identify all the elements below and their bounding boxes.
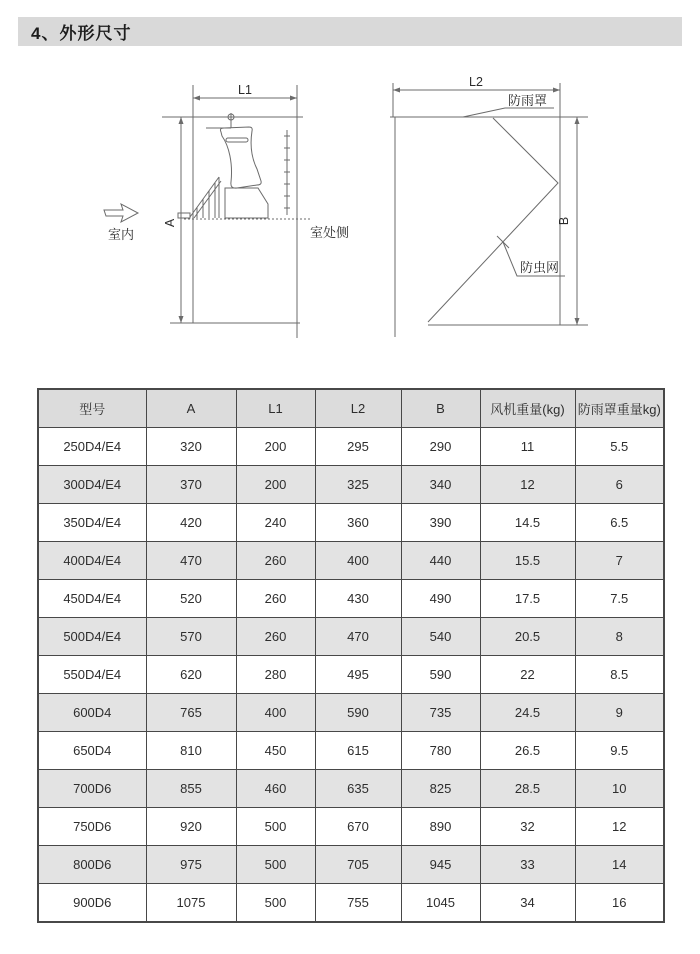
table-row [38, 732, 664, 770]
rain-cover-outline [390, 117, 588, 337]
dim-label-L1: L1 [238, 83, 252, 97]
value-cell: 670 [315, 808, 401, 846]
table-row [38, 694, 664, 732]
value-cell: 500 [236, 884, 315, 923]
model-cell: 550D4/E4 [38, 656, 146, 694]
value-cell: 975 [146, 846, 236, 884]
value-cell: 340 [401, 466, 480, 504]
model-cell: 400D4/E4 [38, 542, 146, 580]
header-cell-model: 型号 [38, 389, 146, 428]
value-cell: 590 [315, 694, 401, 732]
value-cell: 460 [236, 770, 315, 808]
value-cell: 260 [236, 580, 315, 618]
value-cell: 635 [315, 770, 401, 808]
value-cell: 490 [401, 580, 480, 618]
value-cell: 290 [401, 428, 480, 466]
table-row [38, 504, 664, 542]
header-cell-l1: L1 [236, 389, 315, 428]
table-row [38, 580, 664, 618]
model-cell: 900D6 [38, 884, 146, 923]
value-cell: 200 [236, 428, 315, 466]
table-row [38, 808, 664, 846]
dim-label-B: B [557, 216, 571, 226]
table-row [38, 884, 664, 923]
value-cell: 32 [480, 808, 575, 846]
table-row [38, 542, 664, 580]
value-cell: 1075 [146, 884, 236, 923]
value-cell: 920 [146, 808, 236, 846]
value-cell: 620 [146, 656, 236, 694]
value-cell: 295 [315, 428, 401, 466]
model-cell: 350D4/E4 [38, 504, 146, 542]
value-cell: 20.5 [480, 618, 575, 656]
screw-bracket [206, 113, 237, 128]
fan-unit-drawing [178, 113, 290, 218]
value-cell: 780 [401, 732, 480, 770]
header-cell-b: B [401, 389, 480, 428]
left-diagram [104, 85, 312, 338]
value-cell: 7.5 [575, 580, 664, 618]
louver-slats [178, 177, 221, 218]
rain-cover-label: 防雨罩 [508, 93, 548, 108]
value-cell: 370 [146, 466, 236, 504]
value-cell: 14 [575, 846, 664, 884]
value-cell: 470 [315, 618, 401, 656]
value-cell: 500 [236, 808, 315, 846]
value-cell: 14.5 [480, 504, 575, 542]
value-cell: 8 [575, 618, 664, 656]
value-cell: 16 [575, 884, 664, 923]
dim-label-A: A [163, 218, 177, 228]
value-cell: 22 [480, 656, 575, 694]
airflow-arrow-icon [104, 204, 138, 222]
value-cell: 705 [315, 846, 401, 884]
value-cell: 17.5 [480, 580, 575, 618]
value-cell: 12 [575, 808, 664, 846]
value-cell: 5.5 [575, 428, 664, 466]
header-cell-fan-weight: 风机重量(kg) [480, 389, 575, 428]
value-cell: 390 [401, 504, 480, 542]
value-cell: 400 [236, 694, 315, 732]
table-row [38, 618, 664, 656]
model-cell: 700D6 [38, 770, 146, 808]
indoor-label: 室内 [108, 227, 135, 242]
table-row [38, 428, 664, 466]
value-cell: 735 [401, 694, 480, 732]
value-cell: 500 [236, 846, 315, 884]
value-cell: 240 [236, 504, 315, 542]
model-cell: 500D4/E4 [38, 618, 146, 656]
value-cell: 945 [401, 846, 480, 884]
table-row [38, 846, 664, 884]
value-cell: 33 [480, 846, 575, 884]
value-cell: 320 [146, 428, 236, 466]
model-cell: 450D4/E4 [38, 580, 146, 618]
value-cell: 890 [401, 808, 480, 846]
model-cell: 800D6 [38, 846, 146, 884]
value-cell: 450 [236, 732, 315, 770]
value-cell: 590 [401, 656, 480, 694]
right-diagram [390, 83, 588, 337]
value-cell: 200 [236, 466, 315, 504]
rain-cover-leader [463, 108, 554, 117]
table-row [38, 770, 664, 808]
dimension-line-A [179, 117, 184, 323]
value-cell: 15.5 [480, 542, 575, 580]
value-cell: 440 [401, 542, 480, 580]
value-cell: 11 [480, 428, 575, 466]
value-cell: 9 [575, 694, 664, 732]
table-header-row [38, 389, 664, 428]
value-cell: 430 [315, 580, 401, 618]
value-cell: 495 [315, 656, 401, 694]
value-cell: 280 [236, 656, 315, 694]
value-cell: 855 [146, 770, 236, 808]
model-cell: 300D4/E4 [38, 466, 146, 504]
value-cell: 825 [401, 770, 480, 808]
value-cell: 260 [236, 542, 315, 580]
header-cell-a: A [146, 389, 236, 428]
header-cell-cover-weight: 防雨罩重量kg) [575, 389, 664, 428]
value-cell: 570 [146, 618, 236, 656]
value-cell: 420 [146, 504, 236, 542]
table-row [38, 466, 664, 504]
outlet-grille [284, 130, 290, 215]
dim-label-L2: L2 [469, 75, 483, 89]
value-cell: 360 [315, 504, 401, 542]
model-cell: 600D4 [38, 694, 146, 732]
value-cell: 1045 [401, 884, 480, 923]
value-cell: 8.5 [575, 656, 664, 694]
value-cell: 10 [575, 770, 664, 808]
section-title: 4、外形尺寸 [31, 24, 132, 43]
model-cell: 650D4 [38, 732, 146, 770]
value-cell: 540 [401, 618, 480, 656]
value-cell: 400 [315, 542, 401, 580]
model-cell: 250D4/E4 [38, 428, 146, 466]
housing-slot [226, 138, 248, 142]
header-cell-l2: L2 [315, 389, 401, 428]
value-cell: 28.5 [480, 770, 575, 808]
value-cell: 615 [315, 732, 401, 770]
value-cell: 12 [480, 466, 575, 504]
dimension-diagrams [0, 60, 700, 360]
cover-flap-chevron [428, 118, 558, 322]
outdoor-side-label: 室处侧 [310, 225, 350, 240]
model-cell: 750D6 [38, 808, 146, 846]
value-cell: 470 [146, 542, 236, 580]
value-cell: 325 [315, 466, 401, 504]
value-cell: 26.5 [480, 732, 575, 770]
value-cell: 6 [575, 466, 664, 504]
value-cell: 7 [575, 542, 664, 580]
value-cell: 6.5 [575, 504, 664, 542]
value-cell: 9.5 [575, 732, 664, 770]
lower-duct [225, 188, 268, 218]
table-row [38, 656, 664, 694]
section-title-bar [18, 17, 682, 46]
value-cell: 520 [146, 580, 236, 618]
value-cell: 24.5 [480, 694, 575, 732]
dimensions-table [37, 388, 665, 923]
wall-sleeve-outline [162, 117, 303, 338]
dimension-line-B [575, 117, 580, 325]
value-cell: 765 [146, 694, 236, 732]
fan-housing [220, 127, 261, 188]
value-cell: 34 [480, 884, 575, 923]
value-cell: 810 [146, 732, 236, 770]
value-cell: 260 [236, 618, 315, 656]
value-cell: 755 [315, 884, 401, 923]
insect-net-label: 防虫网 [520, 260, 560, 275]
